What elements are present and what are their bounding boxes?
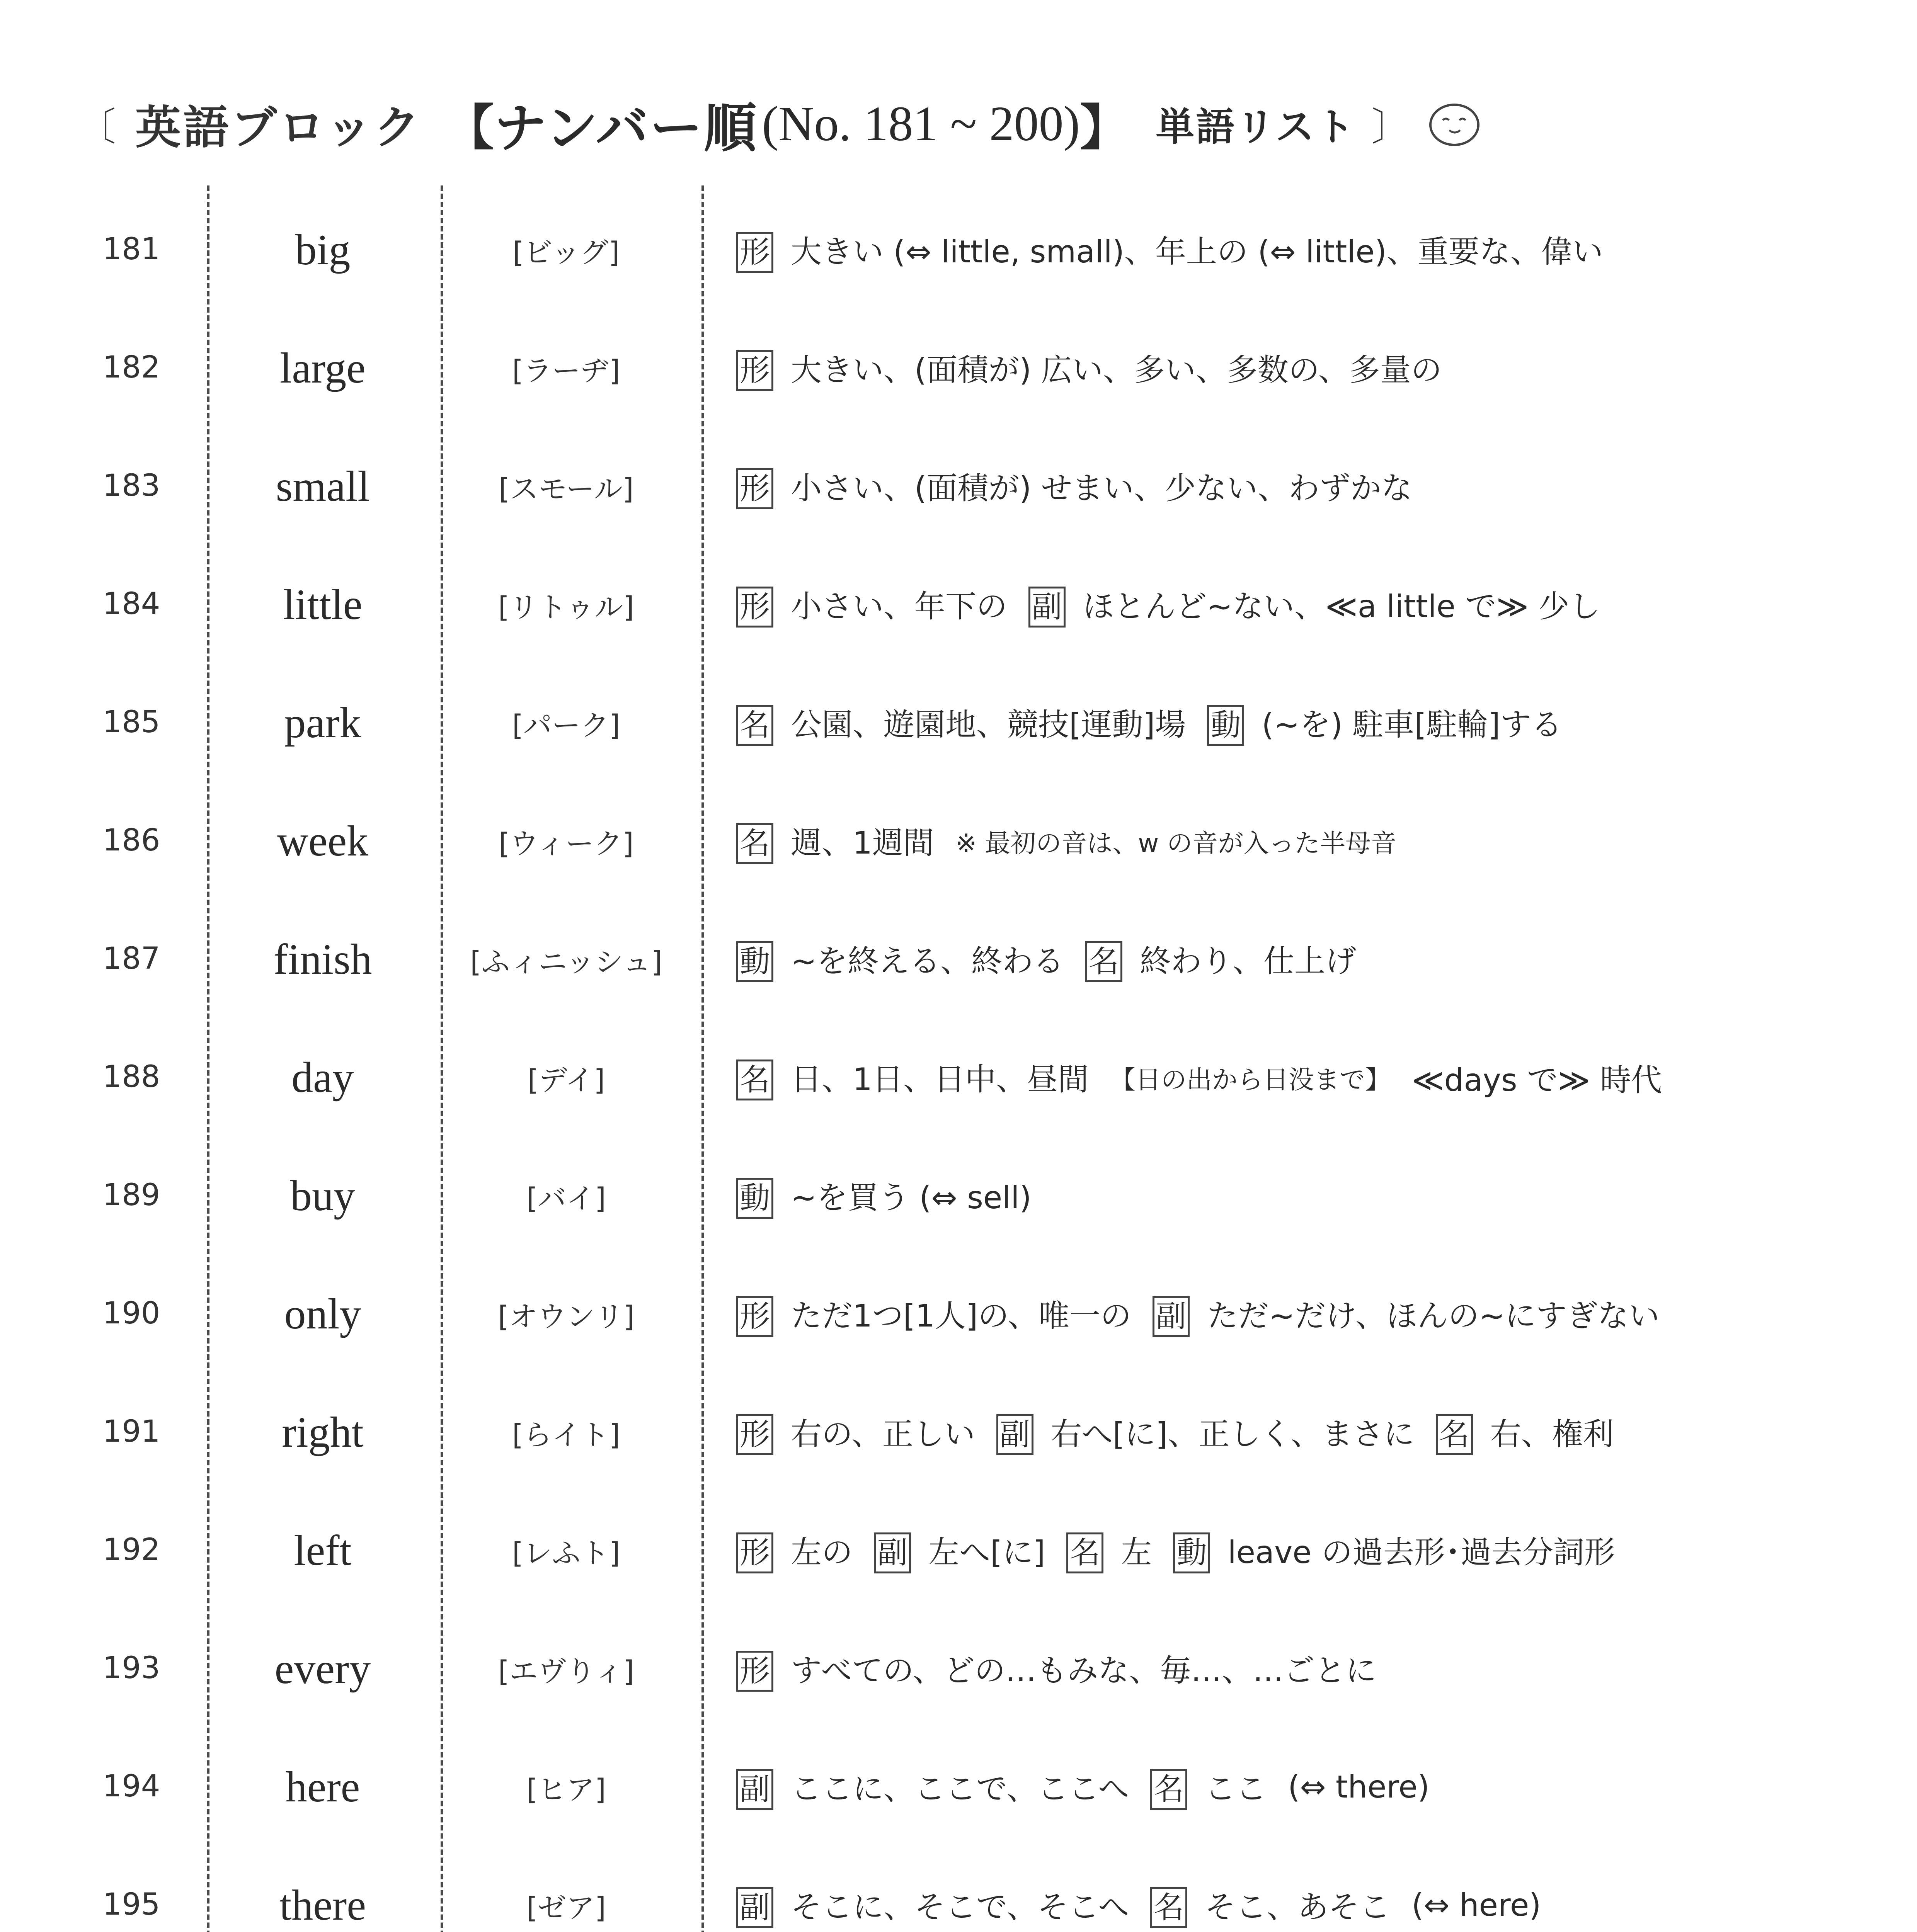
meaning-text: 左 (1121, 1534, 1152, 1570)
title-number-range: (No. 181 ~ 200) (762, 96, 1080, 151)
meaning-segment (736, 818, 934, 864)
meaning-line (736, 1764, 1857, 1810)
english-word: right (282, 1408, 364, 1456)
meaning-text: ここ (1205, 1771, 1267, 1807)
part-of-speech-badge: 動 (736, 1178, 773, 1219)
meaning-text: 終わり、仕上げ (1140, 943, 1357, 979)
meaning-text: ただ~だけ、ほんの~にすぎない (1207, 1298, 1660, 1334)
part-of-speech-badge: 名 (1066, 1532, 1103, 1573)
meaning-text: 週、1週間 (791, 825, 934, 861)
meaning-segment (736, 345, 1442, 391)
meaning-line (736, 1882, 1857, 1928)
meaning-line (736, 582, 1857, 628)
part-of-speech-badge: 名 (736, 1060, 773, 1100)
part-of-speech-badge: 動 (1173, 1532, 1210, 1573)
meaning-line (736, 818, 1857, 864)
meaning-text: 大きい (⇔ little, small)、年上の (⇔ little)、重要な、偉い (791, 234, 1603, 270)
english-word: big (295, 226, 351, 274)
meaning-segment (1066, 1527, 1152, 1573)
meaning-text: (~を) 駐車[駐輪]する (1262, 707, 1562, 743)
page-title: ナンバー順 (494, 98, 758, 159)
pronunciation: [ゼア] (526, 1891, 606, 1925)
meaning-segment (736, 1646, 1376, 1692)
english-word: small (276, 463, 370, 510)
meaning-segment (736, 700, 1186, 746)
meaning-text: ~を買う (⇔ sell) (791, 1180, 1032, 1216)
meaning-text: そこ、あそこ (1205, 1889, 1391, 1925)
part-of-speech-badge: 動 (1207, 705, 1244, 746)
meaning-text: 日、1日、日中、昼間 (791, 1061, 1089, 1097)
part-of-speech-badge: 副 (736, 1887, 773, 1928)
meaning-segment (736, 1527, 853, 1573)
part-of-speech-badge: 形 (736, 468, 773, 509)
vocab-row (0, 310, 1917, 428)
meaning-segment (1028, 582, 1600, 628)
meaning-line (736, 1173, 1857, 1219)
meaning-segment (736, 582, 1007, 628)
part-of-speech-badge: 副 (1028, 587, 1066, 628)
pronunciation: [ふィニッシュ] (470, 946, 662, 979)
meaning-segment (874, 1527, 1045, 1573)
meaning-line (736, 936, 1857, 982)
entry-number: 190 (102, 1296, 160, 1331)
meaning-segment (1085, 936, 1356, 982)
part-of-speech-badge: 副 (996, 1414, 1033, 1455)
meaning-text: ≪days で≫ 時代 (1411, 1062, 1662, 1098)
meaning-segment (736, 463, 1412, 509)
english-word: there (279, 1881, 366, 1929)
meaning-segment (1288, 1769, 1430, 1805)
header-open-bracket: 〔 (77, 104, 116, 150)
meaning-segment (736, 1054, 1089, 1100)
meaning-segment (736, 1291, 1131, 1337)
header-close-bracket: 〕 (1371, 104, 1410, 150)
meaning-text: 公園、遊園地、競技[運動]場 (791, 707, 1186, 743)
part-of-speech-badge: 形 (736, 350, 773, 391)
vocab-row (0, 1019, 1917, 1138)
pronunciation: [デイ] (527, 1064, 605, 1097)
part-of-speech-badge: 形 (736, 1651, 773, 1692)
meaning-note: ※ 最初の音は、w の音が入った半母音 (955, 828, 1397, 858)
pronunciation: [レふト] (512, 1537, 620, 1570)
brand-logo-text: 英語ブロック (135, 101, 422, 154)
entry-number: 182 (102, 350, 160, 385)
meaning-text: ~を終える、終わる (791, 943, 1064, 979)
entry-number: 186 (102, 823, 160, 858)
pronunciation: [ビッグ] (512, 236, 620, 269)
part-of-speech-badge: 形 (736, 232, 773, 273)
meaning-text: ここに、ここで、ここへ (791, 1771, 1129, 1807)
meaning-text: すべての、どの…もみな、毎…、…ごとに (791, 1653, 1377, 1689)
entry-number: 195 (102, 1887, 160, 1922)
part-of-speech-badge: 名 (736, 823, 773, 864)
entry-number: 187 (102, 941, 160, 976)
part-of-speech-badge: 形 (736, 587, 773, 628)
pronunciation: [ヒア] (526, 1773, 606, 1806)
english-word: park (284, 699, 361, 747)
meaning-segment (955, 823, 1396, 859)
meaning-text: (⇔ here) (1411, 1887, 1541, 1923)
english-word: left (294, 1527, 352, 1575)
meaning-text: 左の (791, 1534, 853, 1570)
meaning-segment (736, 936, 1064, 982)
entry-number: 185 (102, 705, 160, 740)
meaning-text: 小さい、年下の (791, 588, 1008, 624)
english-word: large (280, 344, 366, 392)
page-subtitle: 単語リスト (1156, 104, 1356, 150)
title-open-bracket: 【 (445, 99, 494, 156)
meaning-text: 右へ[に]、正しく、まさに (1050, 1416, 1415, 1452)
pronunciation: [ウィーク] (499, 827, 634, 861)
english-word: here (285, 1763, 360, 1811)
meaning-segment (1153, 1291, 1660, 1337)
vocab-row (0, 1610, 1917, 1729)
meaning-segment (736, 1409, 975, 1455)
meaning-segment (996, 1409, 1415, 1455)
part-of-speech-badge: 副 (736, 1769, 773, 1810)
meaning-segment (736, 227, 1603, 273)
entry-number: 191 (102, 1414, 160, 1449)
vocab-row (0, 1137, 1917, 1256)
pronunciation: [ラーヂ] (512, 354, 620, 388)
english-word: only (284, 1290, 361, 1338)
pronunciation: [エヴりィ] (498, 1655, 635, 1688)
meaning-line (736, 227, 1857, 273)
meaning-text: そこに、そこで、そこへ (791, 1889, 1129, 1925)
meaning-text: 左へ[に] (928, 1534, 1045, 1570)
part-of-speech-badge: 名 (1085, 941, 1122, 982)
entry-number: 183 (102, 468, 160, 503)
vocab-row (0, 546, 1917, 665)
meaning-line (736, 345, 1857, 391)
meaning-segment (1150, 1882, 1390, 1928)
meaning-segment (736, 1173, 1032, 1219)
part-of-speech-badge: 副 (1153, 1296, 1190, 1337)
meaning-line (736, 463, 1857, 509)
meaning-line (736, 700, 1857, 746)
vocab-row (0, 1492, 1917, 1611)
entry-number: 194 (102, 1769, 160, 1804)
vocab-row (0, 782, 1917, 901)
meaning-text: 右の、正しい (791, 1416, 975, 1452)
english-word: little (283, 581, 363, 629)
meaning-text: 右、権利 (1490, 1416, 1614, 1452)
meaning-text: 小さい、(面積が) せまい、少ない、わずかな (791, 470, 1412, 506)
meaning-note: 【日の出から日没まで】 (1110, 1065, 1391, 1095)
meaning-segment (736, 1764, 1129, 1810)
part-of-speech-badge: 形 (736, 1532, 773, 1573)
part-of-speech-badge: 副 (874, 1532, 911, 1573)
entry-number: 193 (102, 1651, 160, 1685)
vocab-row (0, 1847, 1917, 1932)
meaning-segment (1412, 1055, 1662, 1100)
vocab-row (0, 664, 1917, 783)
smiley-face-icon (1425, 99, 1483, 149)
pronunciation: [らイト] (512, 1418, 620, 1452)
meaning-segment (1110, 1059, 1391, 1096)
english-word: week (277, 817, 369, 865)
part-of-speech-badge: 名 (1150, 1887, 1187, 1928)
entry-number: 192 (102, 1532, 160, 1567)
meaning-segment (736, 1882, 1129, 1928)
english-word: every (274, 1645, 371, 1693)
meaning-text: ほとんど~ない、≪a little で≫ 少し (1083, 588, 1600, 624)
meaning-segment (1150, 1764, 1267, 1810)
vocab-row (0, 1728, 1917, 1847)
vocab-row (0, 1374, 1917, 1492)
pronunciation: [パーク] (512, 709, 620, 742)
vocab-row (0, 1255, 1917, 1374)
meaning-segment (1436, 1409, 1614, 1455)
english-word: buy (290, 1172, 355, 1220)
part-of-speech-badge: 名 (736, 705, 773, 746)
entry-number: 184 (102, 587, 160, 621)
meaning-line (736, 1291, 1857, 1337)
page-header (77, 89, 1840, 158)
entry-number: 188 (102, 1060, 160, 1094)
english-word: finish (273, 935, 372, 983)
pronunciation: [オウンリ] (498, 1300, 635, 1333)
meaning-line (736, 1646, 1857, 1692)
vocab-row (0, 428, 1917, 546)
title-close-bracket: 】 (1080, 99, 1129, 156)
meaning-segment (1207, 700, 1562, 746)
part-of-speech-badge: 動 (736, 941, 773, 982)
part-of-speech-badge: 形 (736, 1296, 773, 1337)
meaning-text: (⇔ there) (1288, 1769, 1430, 1805)
vocab-row (0, 901, 1917, 1019)
meaning-text: 大きい、(面積が) 広い、多い、多数の、多量の (791, 352, 1442, 388)
meaning-segment (1411, 1887, 1541, 1923)
part-of-speech-badge: 名 (1436, 1414, 1473, 1455)
pronunciation: [バイ] (526, 1182, 606, 1215)
meaning-text: ただ1つ[1人]の、唯一の (791, 1298, 1132, 1334)
meaning-segment (1173, 1527, 1615, 1573)
meaning-text: leave の過去形･過去分詞形 (1227, 1534, 1615, 1570)
meaning-line (736, 1409, 1857, 1455)
vocab-row (0, 191, 1917, 310)
entry-number: 181 (102, 232, 160, 267)
entry-number: 189 (102, 1178, 160, 1213)
pronunciation: [リトゥル] (498, 591, 634, 624)
part-of-speech-badge: 名 (1150, 1769, 1187, 1810)
meaning-line (736, 1527, 1857, 1573)
pronunciation: [スモール] (499, 473, 634, 506)
meaning-line (736, 1054, 1857, 1100)
english-word: day (291, 1054, 354, 1102)
part-of-speech-badge: 形 (736, 1414, 773, 1455)
